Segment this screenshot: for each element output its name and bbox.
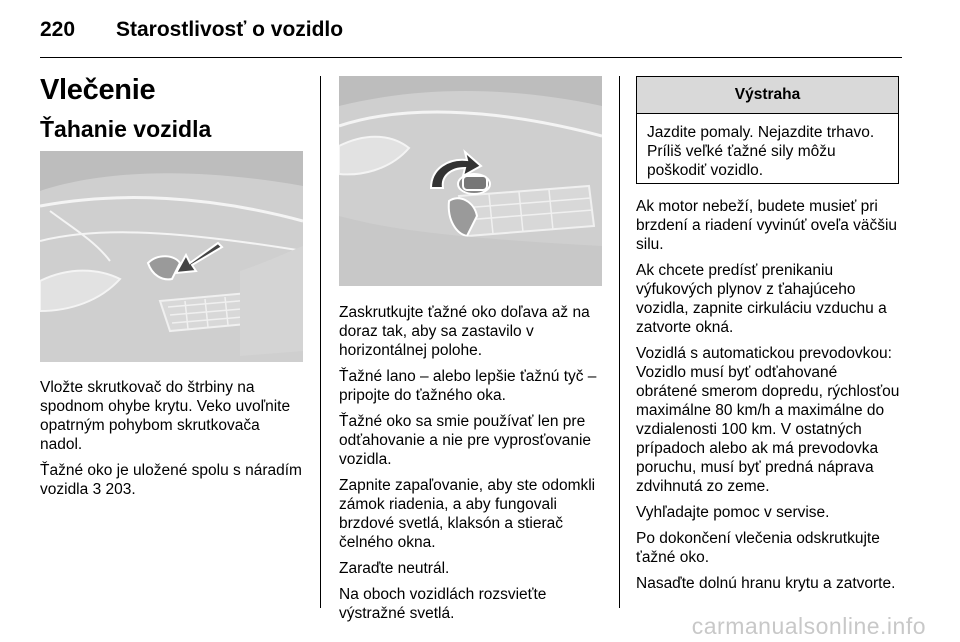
column-3-text (636, 197, 902, 600)
paragraph: Ťažné oko sa smie používať len pre odťahovanie a nie pre vyprosťovanie vozidla. (339, 413, 592, 468)
paragraph: Ťažné lano – alebo lepšie ťažnú tyč – pripojte do ťažného oka. (339, 368, 597, 404)
page-header (40, 18, 343, 42)
paragraph: Ťažné oko je uložené spolu s náradím vozidla 3 203. (40, 462, 302, 498)
paragraph: Vyhľadajte pomoc v servise. (636, 504, 830, 521)
paragraph: Nasaďte dolnú hranu krytu a zatvorte. (636, 575, 896, 592)
column-2-text (339, 303, 604, 630)
page-number: 220 (40, 18, 76, 41)
section-title: Vlečenie (40, 74, 156, 106)
header-rule (40, 57, 902, 58)
paragraph: Vozidlá s automatickou prevodovkou: Vozidlo musí byť odťahované obrátené smerom dopredu, rýchlosťou maximálne 80 km/h a maximálne do vzdialenosti 100 km. V ostatných prípadoch alebo ak má prevodovka poruchu, musí byť predná náprava zdvihnutá zo zeme. (636, 345, 900, 495)
page-reference-arrow: 3 (92, 481, 102, 498)
paragraph: Ak chcete predísť prenikaniu výfukových plynov z ťahajúceho vozidla, zapnite cirkuláciu vzduchu a zatvorte okná. (636, 262, 887, 336)
column-divider-2 (619, 76, 620, 608)
illustration-bumper-cover (40, 151, 303, 362)
paragraph: Vložte skrutkovač do štrbiny na spodnom ohybe krytu. Veko uvoľnite opatrným pohybom skrutkovača nadol. (40, 379, 291, 453)
chapter-title: Starostlivosť o vozidlo (116, 18, 344, 41)
watermark: carmanualsonline.info (691, 613, 926, 639)
paragraph: Ak motor nebeží, budete musieť pri brzdení a riadení vyvinúť oveľa väčšiu silu. (636, 198, 898, 253)
column-divider-1 (320, 76, 321, 608)
paragraph: Po dokončení vlečenia odskrutkujte ťažné oko. (636, 530, 880, 566)
paragraph: Zaraďte neutrál. (339, 560, 450, 577)
section-subtitle: Ťahanie vozidla (40, 116, 212, 142)
warning-body: Jazdite pomaly. Nejazdite trhavo. Príliš veľké ťažné sily môžu poškodiť vozidlo. (647, 124, 875, 179)
warning-title: Výstraha (637, 77, 898, 114)
paragraph: Zaskrutkujte ťažné oko doľava až na doraz tak, aby sa zastavilo v horizontálnej polohe. (339, 304, 590, 359)
page-reference: 203. (101, 481, 136, 498)
paragraph: Na oboch vozidlách rozsvieťte výstražné svetlá. (339, 586, 547, 622)
column-1-text (40, 378, 305, 506)
warning-box (636, 76, 899, 184)
illustration-towing-eye (339, 76, 602, 286)
paragraph: Zapnite zapaľovanie, aby ste odomkli zámok riadenia, a aby fungovali brzdové svetlá, klaksón a stierač čelného okna. (339, 477, 596, 551)
